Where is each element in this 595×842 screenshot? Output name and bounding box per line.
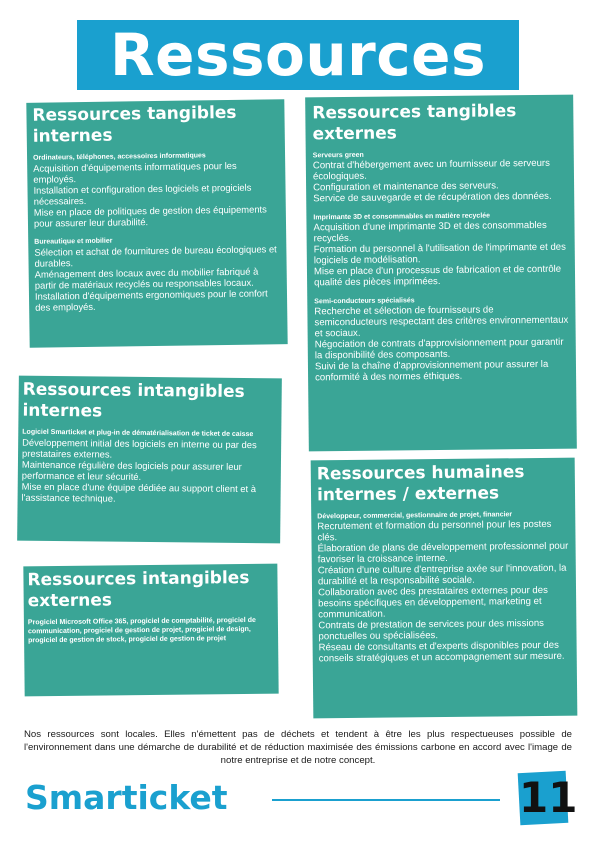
section-title: Serveurs green bbox=[312, 151, 364, 160]
section-title: Semi-conducteurs spécialisés bbox=[314, 297, 415, 306]
section-line: Formation du personnel à l'utilisation de l'imprimante et des logiciels de modélisation. bbox=[313, 241, 566, 267]
section-title: Bureautique et mobilier bbox=[34, 237, 113, 246]
section-line: Recherche et sélection de fournisseurs de semiconducteurs respectant des critères environnementaux et sociaux. bbox=[314, 304, 569, 340]
section-line: Développement initial des logiciels en interne ou par des prestataires externes. bbox=[22, 436, 257, 460]
footer-paragraph: Nos ressources sont locales. Elles n'émettent pas de déchets et tendent à être les plus respectueuses possible de l'environnement dans une démarche de durabilité et de réduction maximisée des émissions carbone en accord avec l'image de notre entreprise et de notre concept. bbox=[24, 729, 572, 766]
section-line: Sélection et achat de fournitures de bureau écologiques et durables. bbox=[34, 243, 277, 269]
card-section bbox=[314, 295, 569, 384]
card-body bbox=[28, 616, 274, 646]
section-line: Contrat d'hébergement avec un fournisseur de serveurs écologiques. bbox=[312, 157, 550, 183]
section-line: Acquisition d'une imprimante 3D et des consommables recyclés. bbox=[313, 219, 547, 245]
card-section bbox=[313, 211, 568, 289]
card-section bbox=[34, 234, 281, 312]
card-tangibles-internes bbox=[26, 99, 287, 348]
card-section bbox=[22, 428, 278, 506]
section-line: Réseau de consultants et d'experts disponibles pour des conseils stratégiques et un accompagnement sur mesure. bbox=[318, 639, 565, 665]
card-title: Ressources intangibles internes bbox=[22, 379, 245, 422]
card-title: Ressources tangibles externes bbox=[312, 101, 517, 145]
section-title: Développeur, commercial, gestionnaire de projet, financier bbox=[317, 511, 513, 521]
section-title: Ordinateurs, téléphones, accessoires informatiques bbox=[33, 152, 206, 162]
section-title: Logiciel Smarticket et plug-in de dématérialisation de ticket de caisse bbox=[22, 428, 254, 439]
section-title: Imprimante 3D et consommables en matière recyclée bbox=[313, 212, 491, 222]
card-intangibles-externes bbox=[23, 564, 278, 697]
section-line: Recrutement et formation du personnel pour les postes clés. bbox=[317, 518, 552, 544]
section-line: Service de sauvegarde et de récupération des données. bbox=[313, 190, 552, 205]
card-section bbox=[28, 616, 274, 646]
page-title: Ressources bbox=[109, 21, 487, 89]
section-line: Configuration et maintenance des serveurs. bbox=[313, 180, 499, 194]
page-number: 11 bbox=[519, 773, 578, 822]
section-line: Suivi de la chaîne d'approvisionnement pour assurer la conformité à des normes éthiques. bbox=[314, 358, 549, 384]
card-title: Ressources intangibles externes bbox=[27, 567, 250, 612]
section-line: Mise en place d'une équipe dédiée au support client et à l'assistance technique. bbox=[21, 480, 257, 504]
card-section bbox=[317, 510, 571, 665]
section-line: Négociation de contrats d'approvisionnement pour garantir la disponibilité des composants. bbox=[314, 336, 564, 362]
card-title: Ressources tangibles internes bbox=[32, 102, 237, 147]
title-banner bbox=[77, 20, 519, 90]
section-line: Contrats de prestation de services pour des missions ponctuelles ou spécialisées. bbox=[318, 617, 544, 643]
card-section bbox=[313, 149, 568, 205]
card-ressources-humaines bbox=[311, 458, 578, 719]
card-intangibles-internes bbox=[17, 376, 282, 544]
section-line: Collaboration avec des prestataires externes pour des besoins spécifiques en développement, marketing et communication. bbox=[317, 584, 548, 621]
footer-divider bbox=[272, 799, 500, 801]
section-line: Élaboration de plans de développement professionnel pour favoriser la croissance interne. bbox=[317, 540, 569, 566]
section-line: Création d'une culture d'entreprise axée sur l'innovation, la durabilité et la responsabilité sociale. bbox=[317, 562, 567, 588]
card-section bbox=[33, 150, 280, 228]
card-body bbox=[317, 510, 571, 665]
card-body bbox=[22, 428, 278, 506]
card-body bbox=[313, 149, 569, 384]
section-line: Installation et configuration des logiciels et progiciels nécessaires. bbox=[33, 181, 252, 207]
brand-logo: Smarticket bbox=[25, 778, 228, 817]
section-line: Mise en place d'un processus de fabrication et de contrôle qualité des pièces imprimées. bbox=[313, 263, 562, 289]
section-line: Acquisition d'équipements informatiques pour les employés. bbox=[33, 159, 237, 185]
section-title: Progiciel Microsoft Office 365, progiciel de comptabilité, progiciel de communication, progiciel de gestion de projet, progiciel de design, progiciel de gestion de stock, progiciel de gestion de projet bbox=[27, 616, 256, 645]
section-line: Mise en place de politiques de gestion des équipements pour assurer leur durabilité. bbox=[33, 203, 267, 229]
section-line: Aménagement des locaux avec du mobilier fabriqué à partir de matériaux recyclés ou responsables locaux. bbox=[34, 265, 259, 291]
card-body bbox=[33, 150, 281, 312]
section-line: Maintenance régulière des logiciels pour assurer leur performance et leur sécurité. bbox=[21, 458, 242, 482]
card-tangibles-externes bbox=[305, 95, 577, 452]
card-title: Ressources humaines internes / externes bbox=[316, 462, 525, 506]
section-line: Installation d'équipements ergonomiques pour le confort des employés. bbox=[34, 287, 268, 313]
